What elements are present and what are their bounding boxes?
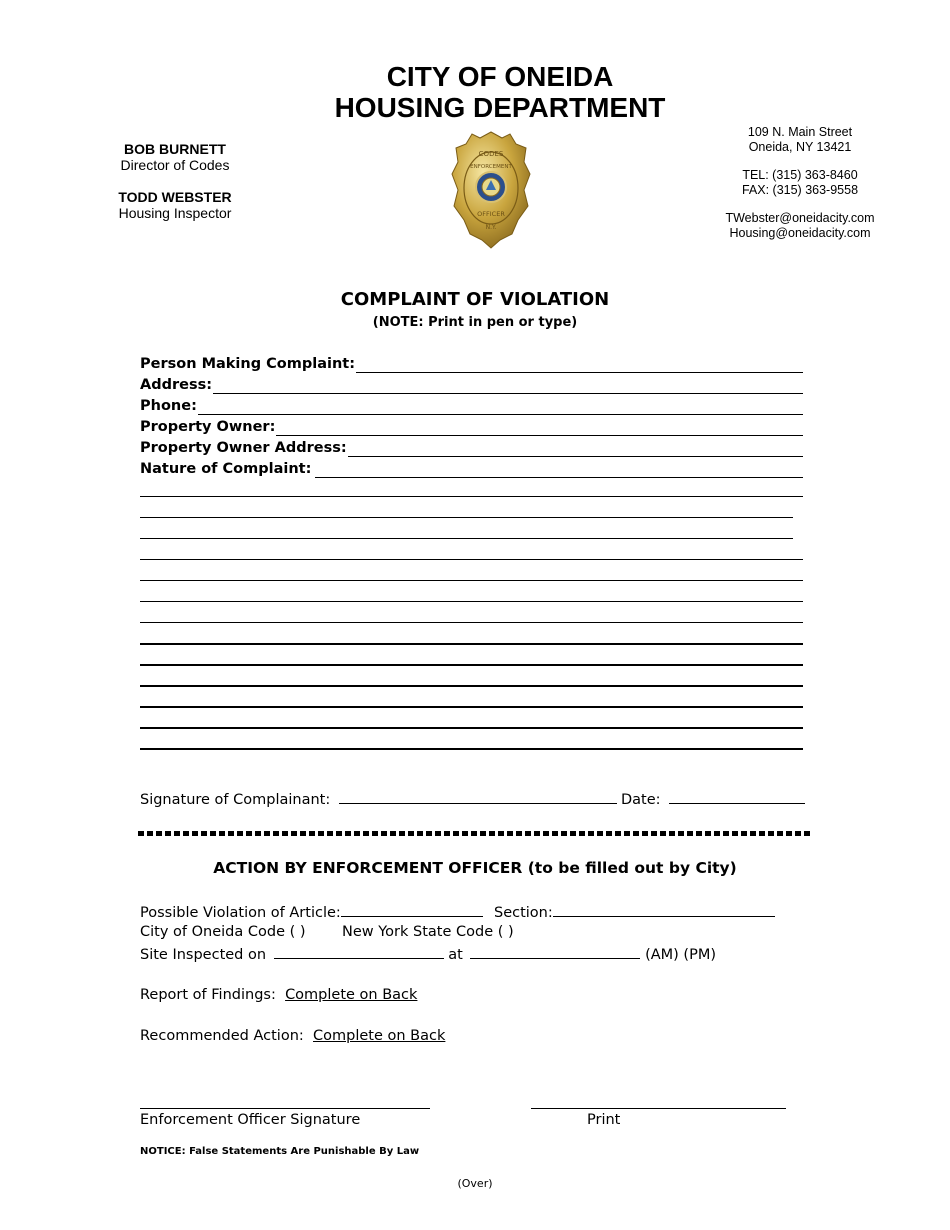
contact-fax: FAX: (315) 363-9558: [741, 182, 859, 197]
recommended-value: Complete on Back: [313, 1028, 446, 1044]
field-property-owner-address[interactable]: [140, 436, 803, 457]
signature-label: Signature of Complainant:: [140, 792, 331, 808]
field-nature-of-complaint[interactable]: [140, 457, 803, 478]
complaint-line[interactable]: [140, 559, 803, 560]
complainant-signature-row: [140, 790, 617, 809]
state-code-option[interactable]: New York State Code ( ): [342, 924, 514, 940]
badge-ring-text: ENFORCEMENT: [470, 164, 512, 170]
field-label: Nature of Complaint:: [140, 461, 312, 477]
badge-bottom-text: OFFICER: [477, 210, 505, 218]
field-label: Property Owner:: [140, 419, 276, 435]
contact-tel: TEL: (315) 363-8460: [742, 168, 858, 182]
site-inspected-row: [140, 945, 716, 964]
staff-title-1: Director of Codes: [120, 157, 230, 173]
complaint-line[interactable]: [140, 706, 803, 708]
ampm-label: (AM) (PM): [645, 947, 716, 963]
codes-enforcement-badge-icon: [450, 130, 532, 250]
field-line[interactable]: [348, 441, 803, 457]
site-time-line[interactable]: [470, 945, 640, 959]
signature-line[interactable]: [339, 790, 617, 804]
department-title: [0, 61, 950, 123]
report-row: [140, 987, 417, 1004]
officer-signature-label: Enforcement Officer Signature: [140, 1112, 361, 1128]
article-label: Possible Violation of Article:: [140, 905, 341, 921]
field-line[interactable]: [276, 420, 803, 436]
report-label: Report of Findings:: [140, 987, 276, 1003]
field-line[interactable]: [356, 357, 803, 373]
field-phone[interactable]: [140, 394, 803, 415]
field-line[interactable]: [315, 462, 803, 478]
badge-state-text: N.Y.: [485, 224, 497, 231]
article-line[interactable]: [341, 903, 483, 917]
contact-email-2: Housing@oneidacity.com: [729, 225, 871, 240]
title-line-2: HOUSING DEPARTMENT: [334, 92, 666, 123]
section-label: Section:: [494, 905, 553, 921]
complaint-line[interactable]: [140, 727, 803, 729]
complaint-line[interactable]: [140, 664, 803, 666]
field-label: Address:: [140, 377, 213, 393]
action-title: ACTION BY ENFORCEMENT OFFICER (to be filled out by City): [213, 859, 737, 877]
staff-name-2: TODD WEBSTER: [118, 189, 232, 205]
complaint-line[interactable]: [140, 538, 793, 539]
staff-name-1: BOB BURNETT: [124, 141, 226, 157]
report-value: Complete on Back: [285, 987, 418, 1003]
complaint-line[interactable]: [140, 748, 803, 750]
field-label: Property Owner Address:: [140, 440, 347, 456]
field-address[interactable]: [140, 373, 803, 394]
dotted-separator: [138, 831, 812, 836]
contact-email-1: TWebster@oneidacity.com: [725, 211, 875, 225]
print-label: Print: [587, 1112, 621, 1128]
complaint-line[interactable]: [140, 496, 803, 497]
date-line[interactable]: [669, 790, 805, 804]
staff-title-2: Housing Inspector: [118, 205, 232, 221]
complaint-line[interactable]: [140, 601, 803, 602]
site-date-line[interactable]: [274, 945, 444, 959]
officer-signature-line[interactable]: [140, 1108, 430, 1109]
site-label: Site Inspected on: [140, 947, 267, 963]
section-row: [494, 903, 775, 922]
form-title: COMPLAINT OF VIOLATION: [340, 289, 610, 310]
complaint-line[interactable]: [140, 517, 793, 518]
badge-top-text: CODES: [478, 150, 504, 158]
section-line[interactable]: [553, 903, 775, 917]
contact-city: Oneida, NY 13421: [748, 139, 852, 154]
title-line-1: CITY OF ONEIDA: [386, 61, 614, 92]
at-label: at: [448, 947, 463, 963]
field-line[interactable]: [198, 399, 803, 415]
article-row: [140, 903, 483, 922]
form-note: (NOTE: Print in pen or type): [372, 315, 578, 330]
complaint-line[interactable]: [140, 622, 803, 623]
city-code-option[interactable]: City of Oneida Code ( ): [140, 924, 306, 940]
date-label: Date:: [621, 792, 661, 808]
field-person-making-complaint[interactable]: [140, 352, 803, 373]
field-label: Phone:: [140, 398, 197, 414]
complaint-line[interactable]: [140, 643, 803, 645]
field-property-owner[interactable]: [140, 415, 803, 436]
recommended-label: Recommended Action:: [140, 1028, 304, 1044]
field-line[interactable]: [213, 378, 803, 394]
staff-block: [100, 141, 250, 221]
date-row: [621, 790, 805, 809]
recommended-row: [140, 1028, 445, 1045]
field-label: Person Making Complaint:: [140, 356, 356, 372]
contact-block: [700, 125, 900, 240]
print-line[interactable]: [531, 1108, 786, 1109]
complaint-line[interactable]: [140, 685, 803, 687]
over-text: (Over): [457, 1177, 493, 1190]
notice-text: NOTICE: False Statements Are Punishable By Law: [140, 1146, 420, 1157]
contact-street: 109 N. Main Street: [747, 125, 853, 139]
complaint-line[interactable]: [140, 580, 803, 581]
